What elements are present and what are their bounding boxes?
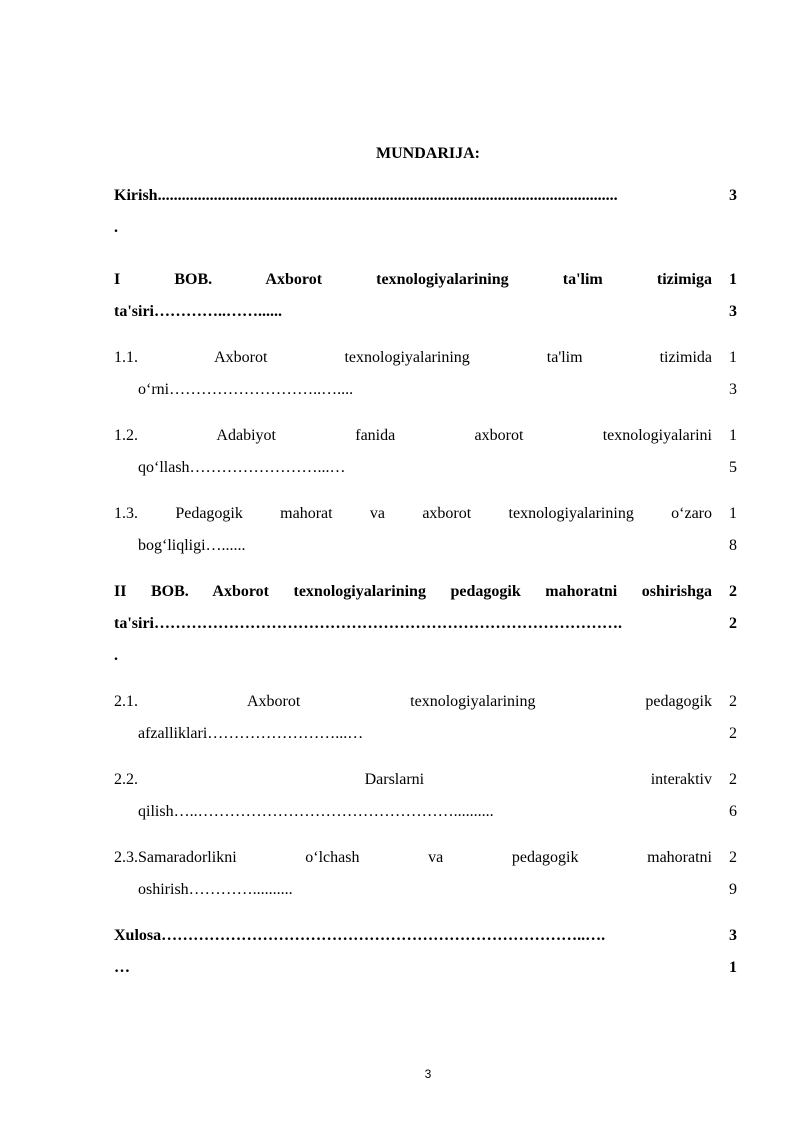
toc-entry-line: Xulosa……………………………………………………………………..…. xyxy=(114,927,606,944)
toc-page-number: 2 2 xyxy=(729,693,737,742)
toc-entry-line: I BOB. Axborot texnologiyalarining ta'lim tizimiga xyxy=(114,271,712,288)
toc-entry-line: ta'siri…………..……...... xyxy=(114,303,282,320)
toc-entry-line: afzalliklari……………………...… xyxy=(138,725,364,742)
toc-entry-line: o‘rni………………………..….... xyxy=(138,381,354,398)
toc-entry-line: Kirish................................................................................................................... xyxy=(114,187,618,204)
toc-entry-line: 1.3. Pedagogik mahorat va axborot texnologiyalarining o‘zaro xyxy=(114,505,712,522)
toc-title: MUNDARIJA: xyxy=(376,145,480,162)
toc-entry-section-1-3[interactable] xyxy=(114,498,740,562)
toc-entry-line: . xyxy=(114,647,118,664)
toc-page-number: 3 xyxy=(729,187,737,204)
toc-entry-kirish[interactable] xyxy=(114,180,740,244)
toc-entry-line: oshirish………….......... xyxy=(138,881,293,898)
toc-entry-line: II BOB. Axborot texnologiyalarining pedagogik mahoratni oshirishga xyxy=(114,583,712,600)
toc-page-number: 1 3 xyxy=(729,349,737,398)
toc-entry-line: qo‘llash……………………...… xyxy=(138,459,346,476)
toc-entry-section-1-2[interactable] xyxy=(114,420,740,484)
toc-entry-line: 2.2. Darslarni interaktiv xyxy=(114,771,712,788)
toc-page-number: 3 1 xyxy=(729,927,737,976)
toc-entry-line: 1.1. Axborot texnologiyalarining ta'lim tizimida xyxy=(114,349,712,366)
toc-entry-section-1-1[interactable] xyxy=(114,342,740,406)
toc-entry-xulosa[interactable] xyxy=(114,920,740,984)
toc-entry-line: 1.2. Adabiyot fanida axborot texnologiyalarini xyxy=(114,427,712,444)
toc-entry-line: qilish…..………………………………………….......... xyxy=(138,803,494,820)
toc-page-number: 1 3 xyxy=(729,271,737,320)
toc-entry-line: … xyxy=(114,959,130,976)
page-number: 3 xyxy=(424,1067,432,1081)
toc-entry-section-2-3[interactable] xyxy=(114,842,740,906)
toc-entry-line: ta'siri……………………………………………………………………………. xyxy=(114,615,622,632)
toc-entry-line: 2.1. Axborot texnologiyalarining pedagogik xyxy=(114,693,712,710)
toc-page-number: 2 6 xyxy=(729,771,737,820)
toc-entry-chapter-2[interactable] xyxy=(114,576,740,672)
toc-page-number: 1 8 xyxy=(729,505,737,554)
table-of-contents xyxy=(114,180,740,984)
toc-entry-line: 2.3.Samaradorlikni o‘lchash va pedagogik mahoratni xyxy=(114,849,712,866)
toc-page-number: 2 9 xyxy=(729,849,737,898)
toc-entry-chapter-1[interactable] xyxy=(114,264,740,328)
toc-entry-line: . xyxy=(114,219,118,236)
toc-entry-line: bog‘liqligi…...... xyxy=(138,537,246,554)
toc-entry-section-2-1[interactable] xyxy=(114,686,740,750)
toc-page-number: 2 2 xyxy=(729,583,737,632)
toc-page-number: 1 5 xyxy=(729,427,737,476)
toc-entry-section-2-2[interactable] xyxy=(114,764,740,828)
